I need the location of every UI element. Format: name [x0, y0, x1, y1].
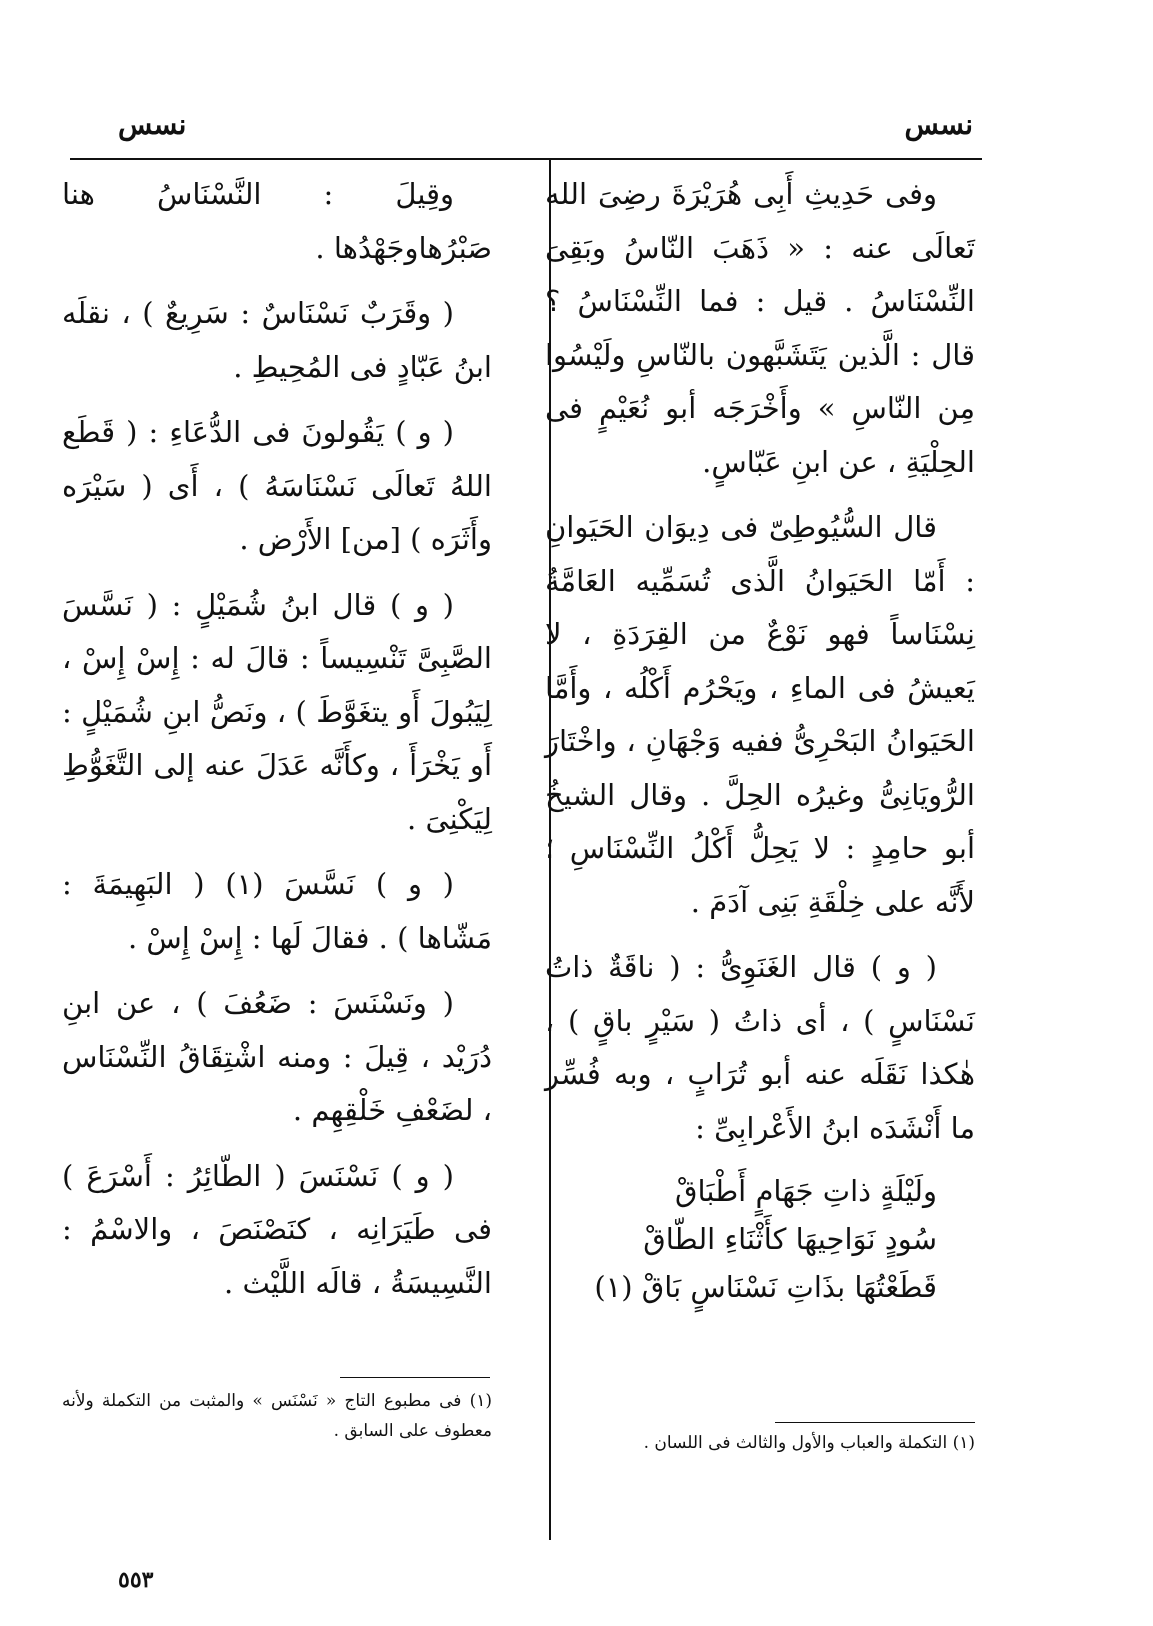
paragraph-entry: ( و ) قال ابنُ شُمَيْلٍ : ( نَسَّسَ الصَّبِىَّ تَنْسِيساً : قالَ له : إِسْ إِسْ ، لِيَبُولَ أَو يتغَوَّطَ ) ، ونَصُّ ابنِ شُمَيْلٍ : أَو يَخْرَأَ ، وكأَنَّه عَدَلَ عنه إلى التَّغَوُّطِ لِيَكْنِىَ .: [62, 587, 492, 836]
paragraph-entry: ( و ) نَسَّسَ (١) ( البَهِيمَةَ : مَشّاها ) . فقالَ لَها : إِسْ إِسْ .: [62, 867, 492, 955]
paragraph-entry: ( وقَرَبٌ نَسْنَاسٌ : سَرِيعٌ ) ، نقلَه ابنُ عَبّادٍ فى المُحِيطِ .: [62, 296, 492, 384]
page-number: ٥٥٣: [118, 1567, 154, 1593]
running-header-right: نسس: [904, 108, 973, 141]
poem-line: قَطَعْتُهَا بذَاتِ نَسْنَاسٍ بَاقْ (١): [594, 1270, 937, 1304]
paragraph-hadith: وفى حَدِيثِ أَبِى هُرَيْرَةَ رضِىَ الله تَعالَى عنه : « ذَهَبَ النّاسُ وبَقِىَ النِّسْنَاسُ . قيل : فما النِّسْنَاسُ ؟ قال : الَّذين يَتَشَبَّهون بالنّاسِ ولَيْسُوا مِن النّاسِ » وأَخْرَجَه أبو نُعَيْمٍ فى الحِلْيَةِ ، عن ابنِ عَبّاسٍ.: [545, 177, 975, 479]
footnote-rule-left: [340, 1377, 490, 1378]
poem-line: سُودٍ نَوَاحِيهَا كأَثْنَاءِ الطّاقْ: [643, 1222, 937, 1256]
footnote-right: (١) التكملة والعباب والأول والثالث فى اللسان .: [643, 1433, 975, 1453]
paragraph-entry: ( و ) نَسْنَسَ ( الطّائِرُ : أَسْرَعَ ) فى طَيَرَانِه ، كنَصْنَصَ ، والاسْمُ : النَّسِيسَةُ ، قالَه اللَّيْث .: [62, 1158, 492, 1300]
running-header-left: نسس: [118, 108, 187, 141]
paragraph-ghanawi: ( و ) قال الغَنَوِىُّ : ( ناقَةٌ ذاتُ نَسْنَاسٍ ) ، أى ذاتُ ( سَيْرٍ باقٍ ) ، هٰكذا نَقَلَه عنه أبو تُرَابٍ ، وبه فُسِّر ما أَنْشَدَه ابنُ الأَعْرابِىِّ :: [545, 950, 975, 1145]
poem-line: ولَيْلَةٍ ذاتِ جَهَامٍ أَطْبَاقْ: [675, 1174, 937, 1208]
footnote-left: (١) فى مطبوع التاج « نَسْنَس » والمثبت من التكملة ولأنه معطوف على السابق .: [62, 1391, 492, 1441]
left-column: [62, 168, 492, 1322]
paragraph-entry: وقِيلَ : النَّسْنَاسُ هنا صَبْرُهاوجَهْدُها .: [62, 177, 492, 265]
header-rule: [70, 158, 982, 160]
paragraph-entry: ( و ) يَقُولونَ فى الدُّعَاءِ : ( قَطَع اللهُ تَعالَى نَسْنَاسَهُ ) ، أَى ( سَيْرَه وأَثَرَه ) [من] الأَرْض .: [62, 415, 492, 556]
footnote-rule-right: [775, 1422, 975, 1423]
poem-verse: [545, 1167, 937, 1311]
right-column: [545, 168, 975, 1311]
paragraph-entry: ( ونَسْنَسَ : ضَعُفَ ) ، عن ابنِ دُرَيْد ، قِيلَ : ومنه اشْتِقَاقُ النِّسْنَاس ، لضَعْفِ خَلْقِهِم .: [62, 986, 492, 1127]
paragraph-suyuti: قال السُّيُوطِىّ فى دِيوَان الحَيَوانِ : أَمّا الحَيَوانُ الَّذى تُسَمِّيه العَامَّةُ نِسْنَاساً فهو نَوْعٌ من القِرَدَةِ ، لا يَعيشُ فى الماءِ ، ويَحْرُم أَكْلُه ، وأَمَّا الحَيَوانُ البَحْرِىُّ ففيه وَجْهَانِ ، واخْتَارَ الرُّويَانِىُّ وغيرُه الحِلَّ . وقال الشيخُ أبو حامِدٍ : لا يَحِلُّ أَكْلُ النِّسْنَاسِ ؛ لأَنَّه على خِلْقَةِ بَنِى آدَمَ .: [545, 510, 975, 919]
